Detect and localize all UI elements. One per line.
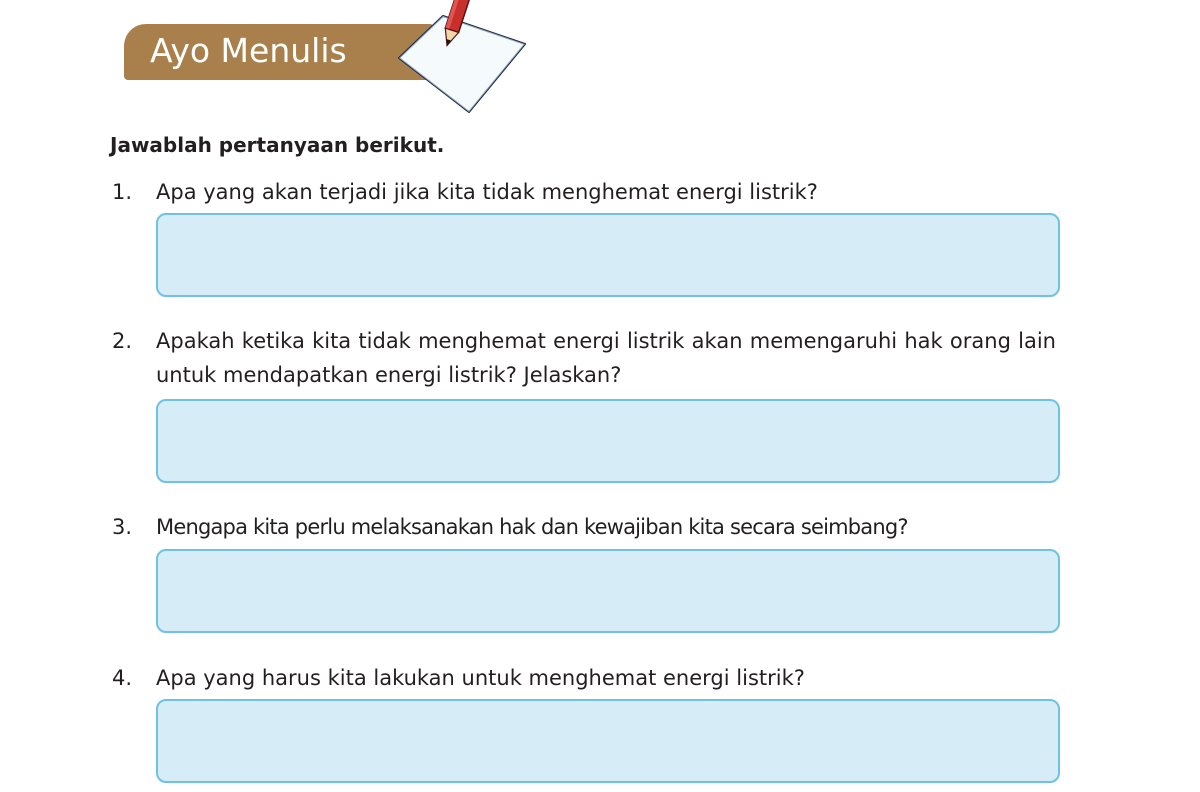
answer-box-1[interactable] bbox=[156, 213, 1060, 297]
instruction-text: Jawablah pertanyaan berikut. bbox=[110, 133, 445, 157]
question-number: 1. bbox=[112, 180, 133, 204]
answer-box-2[interactable] bbox=[156, 399, 1060, 483]
question-number: 3. bbox=[112, 515, 133, 539]
question-text: Apa yang akan terjadi jika kita tidak menghemat energi listrik? bbox=[156, 180, 818, 204]
section-title: Ayo Menulis bbox=[150, 31, 347, 70]
question-number: 2. bbox=[112, 329, 133, 353]
pencil-paper-icon bbox=[385, 0, 530, 115]
answer-box-3[interactable] bbox=[156, 549, 1060, 633]
question-text: Apa yang harus kita lakukan untuk menghemat energi listrik? bbox=[156, 666, 805, 690]
question-number: 4. bbox=[112, 666, 133, 690]
answer-box-4[interactable] bbox=[156, 699, 1060, 783]
question-text: Mengapa kita perlu melaksanakan hak dan kewajiban kita secara seimbang? bbox=[156, 515, 908, 539]
question-text: Apakah ketika kita tidak menghemat energi listrik akan memengaruhi hak orang lain untuk mendapatkan energi listrik? Jelaskan? bbox=[156, 329, 1056, 387]
